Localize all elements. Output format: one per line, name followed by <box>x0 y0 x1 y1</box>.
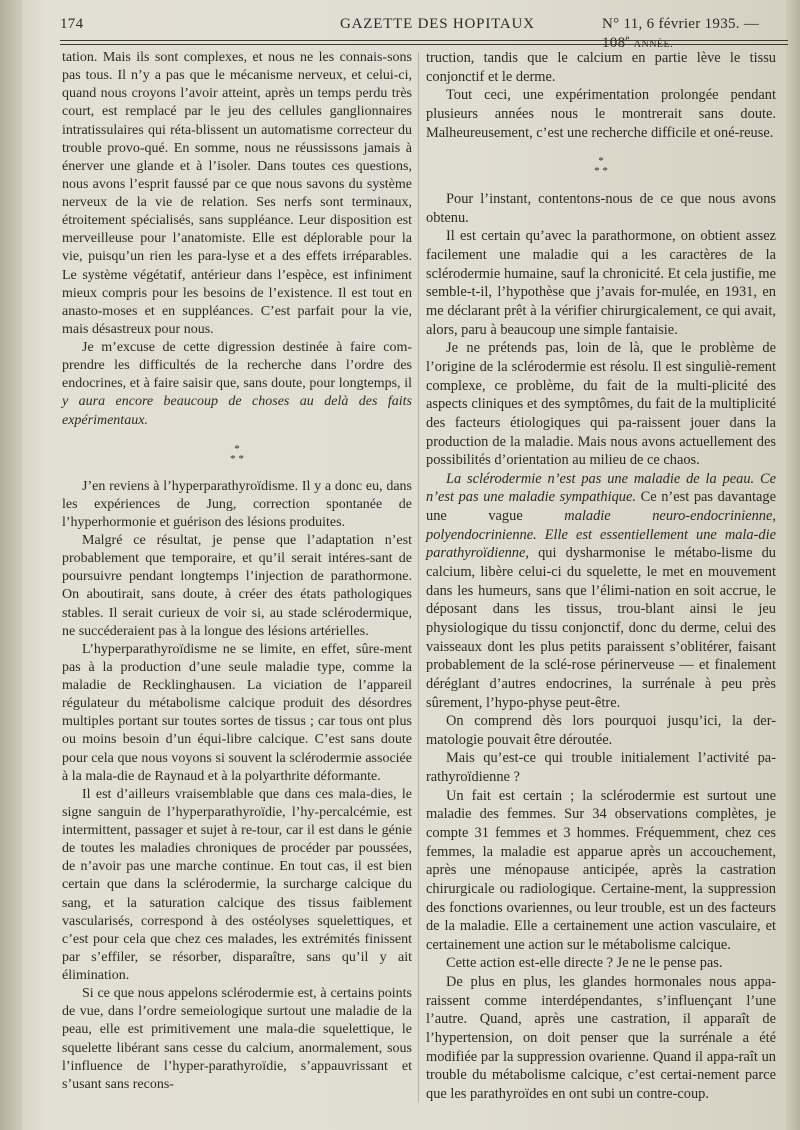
paragraph: Pour l’instant, contentons-nous de ce que nous avons obtenu. <box>426 191 776 226</box>
paragraph-italic: y aura encore beaucoup de choses au delà des faits expérimentaux. <box>62 394 412 428</box>
paragraph: Cette action est-elle directe ? Je ne le pense pas. <box>446 955 723 972</box>
section-separator <box>426 156 776 176</box>
header-rule-thick <box>60 40 788 41</box>
asterisk-bottom: * * <box>594 165 608 178</box>
paragraph: J’en reviens à l’hyperparathyroïdisme. Il y a donc eu, dans les expériences de Jung, correction spontanée de l’hyperhormonie et guérison des lésions produites. <box>62 478 412 530</box>
paragraph <box>426 470 776 712</box>
paragraph-text: Je m’excuse de cette digression destinée à faire com-prendre les difficultés de la recherche dans l’ordre des endocrines, et à faire saisir que, sans doute, pour longtemps, il <box>62 340 412 392</box>
paragraph <box>62 339 412 430</box>
paragraph: Un fait est certain ; la sclérodermie est surtout une maladie des femmes. Sur 34 observations complètes, je compte 31 femmes et 3 hommes. Fréquemment, chez ces femmes, la maladie est apparue après un accouchement, après une ménopause anticipée, après la castration chirurgicale ou radiologique. Certaine-ment, la suppression des fonctions ovariennes, ou leur trouble, est un des facteurs de la maladie. Elle a certainement une action vasculaire, et certainement une action sur le métabolisme calcique. <box>426 787 776 953</box>
asterisk-top: * <box>598 155 604 168</box>
issue-info <box>602 16 788 52</box>
issue-year: ANNÉE. <box>633 39 674 50</box>
paragraph: On comprend dès lors pourquoi jusqu’ici, la der-matologie pouvait être déroutée. <box>426 713 776 748</box>
paragraph: Il est certain qu’avec la parathormone, on obtient assez facilement une maladie qui a les caractères de la sclérodermie humaine, sauf la chronicité. Et cela justifie, me semble-t-il, l’hypothèse que j’avais for-mulée, en 1931, en me déclarant prêt à la vérifier chirurgicalement, ce qui avait, alors, paru à beaucoup une simple fantaisie. <box>426 228 776 338</box>
left-column <box>62 49 412 1094</box>
page-binding-shadow <box>0 0 22 1130</box>
paragraph-italic: maladie neuro-endocrinienne, polyendocrinienne. Elle est essentiellement une mala-die parathyroïdienne, <box>426 508 776 562</box>
paragraph: Malgré ce résultat, je pense que l’adaptation n’est probablement que temporaire, et qu’il serait intéres-sant de poursuivre pendant longtemps l’injection de parathormone. On aboutirait, sans doute, à créer des états pathologiques stables. Il serait curieux de voir si, au stade sclérodermique, ne succéderaient pas à la longue des lésions artérielles. <box>62 533 412 639</box>
issue-text: N° 11, 6 février 1935. — 108 <box>602 16 760 51</box>
paragraph-text: Ce n’est pas davantage une vague <box>426 489 776 525</box>
paragraph: Si ce que nous appelons sclérodermie est, à certains points de vue, dans l’ordre semeiologique surtout une maladie de la peau, elle est primitivement une mala-die squelettique, le squelette libérant sans cesse du calcium, anormalement, sous l’influence de l’hyper-parathyroïdie, s’appauvrissant et s’usant sans recons- <box>62 986 412 1092</box>
header-rule-thin <box>60 44 788 45</box>
right-column <box>426 49 776 1104</box>
section-separator <box>62 444 412 464</box>
running-header <box>60 14 788 51</box>
paragraph: Il est d’ailleurs vraisemblable que dans ces mala-dies, le signe sanguin de l’hyperparathyroïdie, l’hy-percalcémie, est intermittent, passager et sujet à re-tour, car il est dans le génie de toutes les maladies chroniques de procéder par poussées, de n’avoir pas une marche continue. En tout cas, il est bien certain que dans la sclérodermie, la surcharge calcique du sang, et la saturation calcique des tissus faiblement vascularisés, correspond à des ostéolyses squelettiques, et c’est pour cela que chez ces malades, les extrémités finissent par s’effiler, se résorber, disparaître, sans qu’il y ait élimination. <box>62 786 412 983</box>
paragraph: De plus en plus, les glandes hormonales nous appa-raissent comme interdépendantes, s’influençant l’une l’autre. Quand, après une castration, il apparaît de l’hypertension, on doit penser que la surrénale a été modifiée par la suppression ovarienne. Quand il appa-raît un trouble du métabolisme calcique, c’est certai-nement parce que les parathyroïdes en ont subi un contre-coup. <box>426 974 776 1102</box>
paragraph-italic: La sclérodermie n’est pas une maladie de la peau. Ce n’est pas une maladie sympathique. <box>426 470 776 506</box>
page-number: 174 <box>60 16 84 32</box>
column-divider <box>418 52 419 1102</box>
paragraph: truction, tandis que le calcium en partie lève le tissu conjonctif et le derme. <box>426 50 776 85</box>
paragraph-text: qui dysharmonise le métabo-lisme du calcium, libère celui-ci du squelette, le met en mouvement dans les humeurs, sans que l’élimi-nation en soit accrue, le déposant dans les tissus, trou-blant ainsi le jeu physiologique du tissu conjonctif, donc du derme, celui des vaisseaux dont les plus petits paraissent s’oblitérer, faisant probablement de la sclé-rose périnerveuse — et finalement déréglant d’autres endocrines, la surrénale à peu près sûrement, l’hypo-physe peut-être. <box>426 545 776 711</box>
paragraph: L’hyperparathyroïdisme ne se limite, en effet, sûre-ment pas à la production d’une seule maladie type, comme la maladie de Recklinghausen. La viciation de l’appareil régulateur du métabolisme calcique produit des désordres multiples portant sur toutes sortes de tissus ; car tous ont plus ou moins besoin d’un équi-libre calcique. C’est sans doute pour cela que nous voyons si souvent la sclérodermie associée à la mala-die de Raynaud et à la polyarthrite déformante. <box>62 641 412 784</box>
paragraph: tation. Mais ils sont complexes, et nous ne les connais-sons pas tous. Il n’y a pas que le mécanisme nerveux, et celui-ci, quand nous croyons l’avoir atteint, après un temps perdu très court, est remplacé par le jeu des cellules ganglionnaires intratissulaires qui réta-blissent un automatisme correcteur du trouble provo-qué. En somme, nous ne réussissons jamais à énerver une glande et à l’isoler. Dans toutes ces questions, nous avons l’esprit faussé par ce que nous savons du système nerveux de la vie de relation. Ses nerfs sont terminaux, étroitement spécialisés, sans suppléance. Leur disposition est merveilleuse pour l’anatomiste. Elle est déplorable pour la vie, puisqu’un rien les para-lyse et a des effets irréparables. Le système végétatif, antérieur dans l’espèce, est infiniment mieux compris pour les besoins de l’existence. Il est tout en anasto-moses et en suppléances. C’est parfait pour la vie, mais désastreux pour nous. <box>62 50 412 337</box>
page-right-edge <box>786 0 800 1130</box>
paragraph: Mais qu’est-ce qui trouble initialement l’activité pa-rathyroïdienne ? <box>426 750 776 786</box>
publication-title: GAZETTE DES HOPITAUX <box>340 16 535 32</box>
paragraph: Tout ceci, une expérimentation prolongée pendant plusieurs années nous le montrerait sans doute. Malheureusement, c’est une recherche difficile et oné-reuse. <box>426 87 776 141</box>
issue-sup: e <box>625 33 630 43</box>
asterisk-bottom: * * <box>230 452 244 465</box>
asterisk-top: * <box>234 442 240 455</box>
paragraph: Je ne prétends pas, loin de là, que le problème de l’origine de la sclérodermie est résolu. Il est singuliè-rement complexe, ce problème, du fait de la multi-plicité des aspects cliniques et des symptômes, du fait de la multiplicité des facteurs étiologiques qui pa-raissent jouer dans la production de la maladie. Mais nous avons actuellement des possibilités d’orientation au milieu de ce chaos. <box>426 340 776 469</box>
